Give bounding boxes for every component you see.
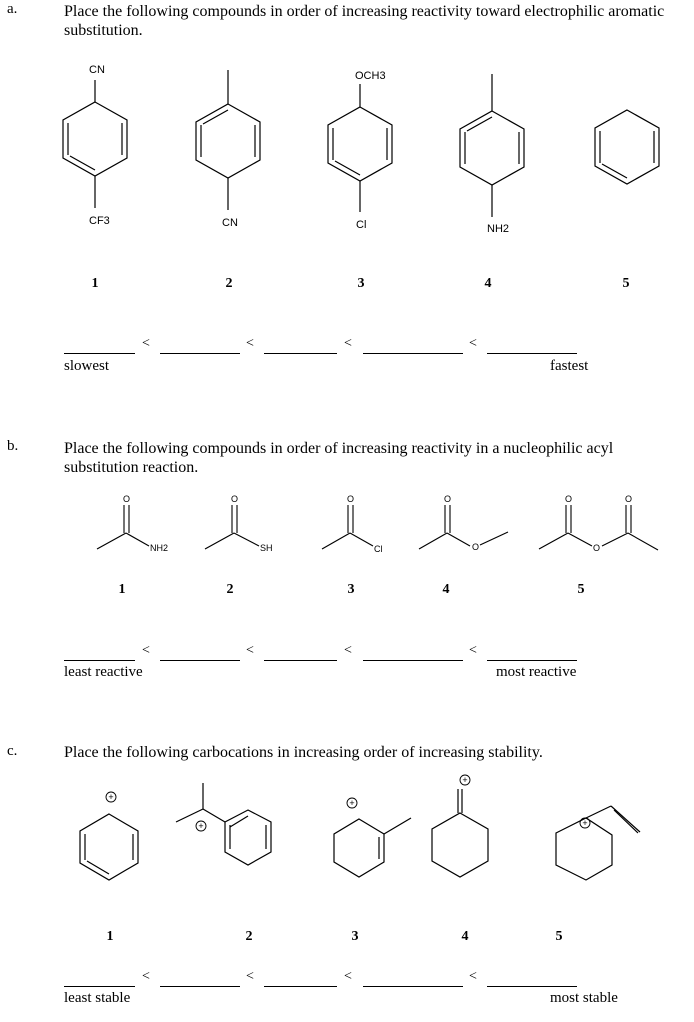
plus-charge: + xyxy=(108,792,114,802)
plus-charge: + xyxy=(582,818,588,828)
answer-blank[interactable] xyxy=(264,660,337,661)
compound-a5 xyxy=(0,0,694,260)
answer-blank[interactable] xyxy=(160,353,240,354)
end-label: most reactive xyxy=(496,664,577,680)
start-label: slowest xyxy=(64,358,109,374)
atom-label: O xyxy=(231,494,239,504)
answer-blank[interactable] xyxy=(363,986,463,987)
end-label: most stable xyxy=(550,990,618,1006)
answer-blank[interactable] xyxy=(264,353,337,354)
compound-number: 1 xyxy=(91,276,99,291)
less-than-sign: < xyxy=(469,969,477,984)
atom-label: SH xyxy=(260,543,273,553)
atom-label: OCH3 xyxy=(355,70,386,82)
question-c-text: Place the following carbocations in increasing order of increasing stability. xyxy=(64,744,543,761)
compound-number: 5 xyxy=(577,582,585,597)
answer-blank[interactable] xyxy=(487,353,577,354)
atom-label: Cl xyxy=(356,219,367,231)
compound-number: 3 xyxy=(347,582,355,597)
atom-label: NH2 xyxy=(150,543,169,553)
atom-label: O xyxy=(625,494,633,504)
carbocations xyxy=(0,765,694,895)
atom-label: O xyxy=(593,543,601,553)
plus-charge: + xyxy=(349,798,355,808)
compound-number: 5 xyxy=(555,929,563,944)
answer-blank[interactable] xyxy=(160,986,240,987)
answer-blank[interactable] xyxy=(487,660,577,661)
plus-charge: + xyxy=(198,821,204,831)
compound-number: 2 xyxy=(225,276,233,291)
atom-label: O xyxy=(123,494,131,504)
less-than-sign: < xyxy=(344,969,352,984)
answer-blank[interactable] xyxy=(264,986,337,987)
start-label: least reactive xyxy=(64,664,143,680)
atom-label: O xyxy=(444,494,452,504)
less-than-sign: < xyxy=(246,643,254,658)
compound-number: 1 xyxy=(106,929,114,944)
answer-blank[interactable] xyxy=(64,986,135,987)
plus-charge: + xyxy=(462,775,468,785)
start-label: least stable xyxy=(64,990,131,1006)
less-than-sign: < xyxy=(344,336,352,351)
atom-label: CN xyxy=(89,64,105,76)
answer-blank[interactable] xyxy=(363,660,463,661)
end-label: fastest xyxy=(550,358,589,374)
question-a-text: Place the following compounds in order of increasing reactivity toward electrophilic aromatic substitution. xyxy=(64,3,665,39)
answer-blank[interactable] xyxy=(64,353,135,354)
compound-number: 1 xyxy=(118,582,126,597)
answer-blank[interactable] xyxy=(64,660,135,661)
question-b-text: Place the following compounds in order of increasing reactivity in a nucleophilic acyl substitution reaction. xyxy=(64,440,614,476)
compound-number: 2 xyxy=(226,582,234,597)
less-than-sign: < xyxy=(246,969,254,984)
less-than-sign: < xyxy=(142,643,150,658)
atom-label: O xyxy=(565,494,573,504)
atom-label: Cl xyxy=(374,544,383,554)
compound-number: 4 xyxy=(442,582,450,597)
question-c-label: c. xyxy=(7,743,18,759)
compound-number: 3 xyxy=(351,929,359,944)
question-a-label: a. xyxy=(7,1,18,17)
less-than-sign: < xyxy=(344,643,352,658)
less-than-sign: < xyxy=(469,336,477,351)
question-b-label: b. xyxy=(7,438,19,454)
atom-label: CN xyxy=(222,217,238,229)
atom-label: NH2 xyxy=(487,223,510,235)
answer-blank[interactable] xyxy=(363,353,463,354)
compound-number: 4 xyxy=(461,929,469,944)
less-than-sign: < xyxy=(469,643,477,658)
less-than-sign: < xyxy=(142,336,150,351)
less-than-sign: < xyxy=(142,969,150,984)
compound-number: 2 xyxy=(245,929,253,944)
answer-blank[interactable] xyxy=(160,660,240,661)
less-than-sign: < xyxy=(246,336,254,351)
atom-label: CF3 xyxy=(89,215,110,227)
compound-number: 5 xyxy=(622,276,630,291)
answer-blank[interactable] xyxy=(487,986,577,987)
compound-number: 4 xyxy=(484,276,492,291)
atom-label: O xyxy=(347,494,355,504)
compound-number: 3 xyxy=(357,276,365,291)
atom-label: O xyxy=(472,542,480,552)
acyl-compounds xyxy=(0,480,694,580)
